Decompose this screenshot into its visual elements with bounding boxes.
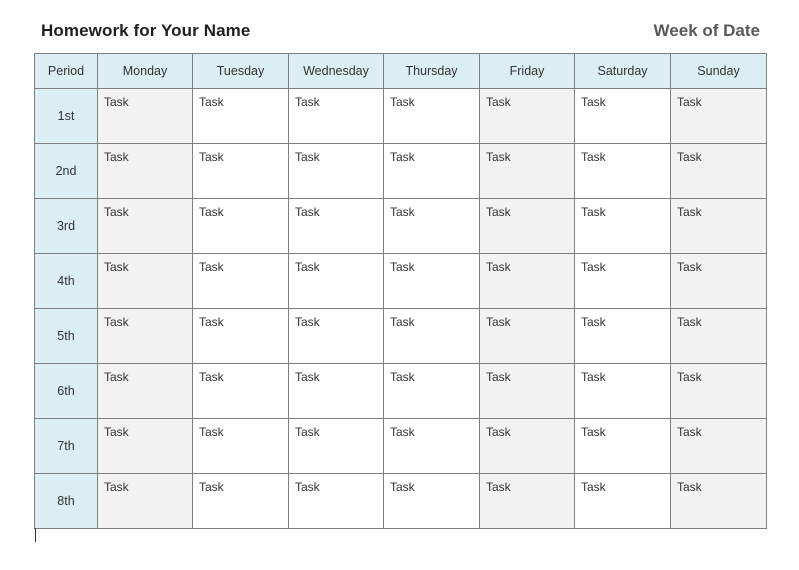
task-cell[interactable]: [193, 474, 289, 529]
task-cell[interactable]: [289, 199, 384, 254]
task-cell[interactable]: [480, 419, 575, 474]
column-header-tuesday: Tuesday: [193, 54, 289, 89]
period-label: 1st: [35, 89, 98, 144]
task-text: Task: [295, 370, 320, 384]
period-label: 5th: [35, 309, 98, 364]
task-text: Task: [581, 425, 606, 439]
task-cell[interactable]: [193, 309, 289, 364]
task-text: Task: [486, 315, 511, 329]
period-label: 3rd: [35, 199, 98, 254]
task-text: Task: [486, 425, 511, 439]
task-text: Task: [104, 480, 129, 494]
task-text: Task: [295, 425, 320, 439]
task-cell[interactable]: [193, 364, 289, 419]
table-row: [35, 419, 767, 474]
task-text: Task: [581, 260, 606, 274]
task-text: Task: [390, 315, 415, 329]
task-cell[interactable]: [193, 199, 289, 254]
task-cell[interactable]: [98, 309, 193, 364]
homework-schedule-table: [34, 53, 767, 529]
task-text: Task: [199, 150, 224, 164]
period-label: 8th: [35, 474, 98, 529]
task-text: Task: [104, 260, 129, 274]
task-cell[interactable]: [193, 254, 289, 309]
task-text: Task: [390, 95, 415, 109]
task-text: Task: [390, 260, 415, 274]
task-text: Task: [199, 480, 224, 494]
task-cell[interactable]: [575, 89, 671, 144]
task-text: Task: [104, 150, 129, 164]
task-cell[interactable]: [289, 474, 384, 529]
task-cell[interactable]: [671, 89, 767, 144]
table-row: [35, 364, 767, 419]
task-cell[interactable]: [575, 364, 671, 419]
task-cell[interactable]: [480, 254, 575, 309]
task-cell[interactable]: [480, 144, 575, 199]
task-text: Task: [295, 260, 320, 274]
task-text: Task: [677, 95, 702, 109]
task-cell[interactable]: [575, 254, 671, 309]
column-header-friday: Friday: [480, 54, 575, 89]
column-header-wednesday: Wednesday: [289, 54, 384, 89]
task-cell[interactable]: [671, 199, 767, 254]
task-text: Task: [677, 370, 702, 384]
task-cell[interactable]: [98, 364, 193, 419]
task-cell[interactable]: [384, 309, 480, 364]
task-text: Task: [486, 205, 511, 219]
task-text: Task: [199, 95, 224, 109]
task-cell[interactable]: [98, 419, 193, 474]
table-row: [35, 144, 767, 199]
table-row: [35, 254, 767, 309]
text-cursor: [35, 528, 36, 542]
task-text: Task: [677, 205, 702, 219]
task-cell[interactable]: [384, 474, 480, 529]
task-cell[interactable]: [289, 364, 384, 419]
task-cell[interactable]: [671, 254, 767, 309]
task-text: Task: [104, 205, 129, 219]
task-cell[interactable]: [480, 364, 575, 419]
table-body: [35, 89, 767, 529]
task-cell[interactable]: [384, 364, 480, 419]
task-text: Task: [199, 260, 224, 274]
task-cell[interactable]: [575, 199, 671, 254]
task-cell[interactable]: [480, 89, 575, 144]
task-cell[interactable]: [671, 309, 767, 364]
task-cell[interactable]: [289, 309, 384, 364]
task-text: Task: [390, 480, 415, 494]
period-label: 4th: [35, 254, 98, 309]
task-cell[interactable]: [98, 144, 193, 199]
table-row: [35, 199, 767, 254]
task-cell[interactable]: [575, 144, 671, 199]
task-text: Task: [390, 150, 415, 164]
task-cell[interactable]: [575, 474, 671, 529]
task-cell[interactable]: [671, 474, 767, 529]
task-text: Task: [199, 205, 224, 219]
task-text: Task: [390, 425, 415, 439]
task-cell[interactable]: [193, 144, 289, 199]
page-title: Homework for Your Name: [41, 21, 251, 40]
task-cell[interactable]: [384, 144, 480, 199]
period-label: 7th: [35, 419, 98, 474]
task-text: Task: [677, 315, 702, 329]
task-text: Task: [295, 95, 320, 109]
task-cell[interactable]: [384, 254, 480, 309]
task-text: Task: [581, 95, 606, 109]
task-text: Task: [295, 480, 320, 494]
task-cell[interactable]: [193, 419, 289, 474]
task-cell[interactable]: [289, 254, 384, 309]
task-cell[interactable]: [98, 254, 193, 309]
task-text: Task: [486, 370, 511, 384]
task-cell[interactable]: [98, 89, 193, 144]
task-cell[interactable]: [98, 199, 193, 254]
task-cell[interactable]: [575, 309, 671, 364]
table-header-row: [35, 54, 767, 89]
task-cell[interactable]: [98, 474, 193, 529]
task-text: Task: [199, 370, 224, 384]
task-text: Task: [104, 370, 129, 384]
column-header-monday: Monday: [98, 54, 193, 89]
task-text: Task: [486, 260, 511, 274]
task-cell[interactable]: [289, 419, 384, 474]
task-cell[interactable]: [671, 144, 767, 199]
task-text: Task: [581, 205, 606, 219]
task-text: Task: [295, 150, 320, 164]
period-label: 2nd: [35, 144, 98, 199]
task-cell[interactable]: [575, 419, 671, 474]
task-text: Task: [677, 480, 702, 494]
task-text: Task: [486, 480, 511, 494]
task-cell[interactable]: [193, 89, 289, 144]
task-text: Task: [486, 95, 511, 109]
task-cell[interactable]: [289, 89, 384, 144]
task-cell[interactable]: [384, 89, 480, 144]
task-text: Task: [295, 315, 320, 329]
task-text: Task: [581, 480, 606, 494]
task-cell[interactable]: [384, 199, 480, 254]
task-text: Task: [104, 95, 129, 109]
task-text: Task: [295, 205, 320, 219]
column-header-thursday: Thursday: [384, 54, 480, 89]
table-row: [35, 474, 767, 529]
column-header-period: Period: [35, 54, 98, 89]
task-text: Task: [677, 425, 702, 439]
task-cell[interactable]: [480, 199, 575, 254]
task-text: Task: [390, 205, 415, 219]
column-header-saturday: Saturday: [575, 54, 671, 89]
task-text: Task: [199, 425, 224, 439]
task-cell[interactable]: [671, 419, 767, 474]
task-text: Task: [104, 425, 129, 439]
task-text: Task: [390, 370, 415, 384]
task-cell[interactable]: [671, 364, 767, 419]
table-row: [35, 89, 767, 144]
task-text: Task: [104, 315, 129, 329]
period-label: 6th: [35, 364, 98, 419]
table-row: [35, 309, 767, 364]
task-text: Task: [677, 260, 702, 274]
column-header-sunday: Sunday: [671, 54, 767, 89]
task-text: Task: [677, 150, 702, 164]
task-text: Task: [199, 315, 224, 329]
task-text: Task: [486, 150, 511, 164]
task-text: Task: [581, 370, 606, 384]
task-cell[interactable]: [480, 309, 575, 364]
task-text: Task: [581, 315, 606, 329]
task-text: Task: [581, 150, 606, 164]
task-cell[interactable]: [384, 419, 480, 474]
week-of-label: Week of Date: [653, 21, 760, 40]
task-cell[interactable]: [480, 474, 575, 529]
task-cell[interactable]: [289, 144, 384, 199]
